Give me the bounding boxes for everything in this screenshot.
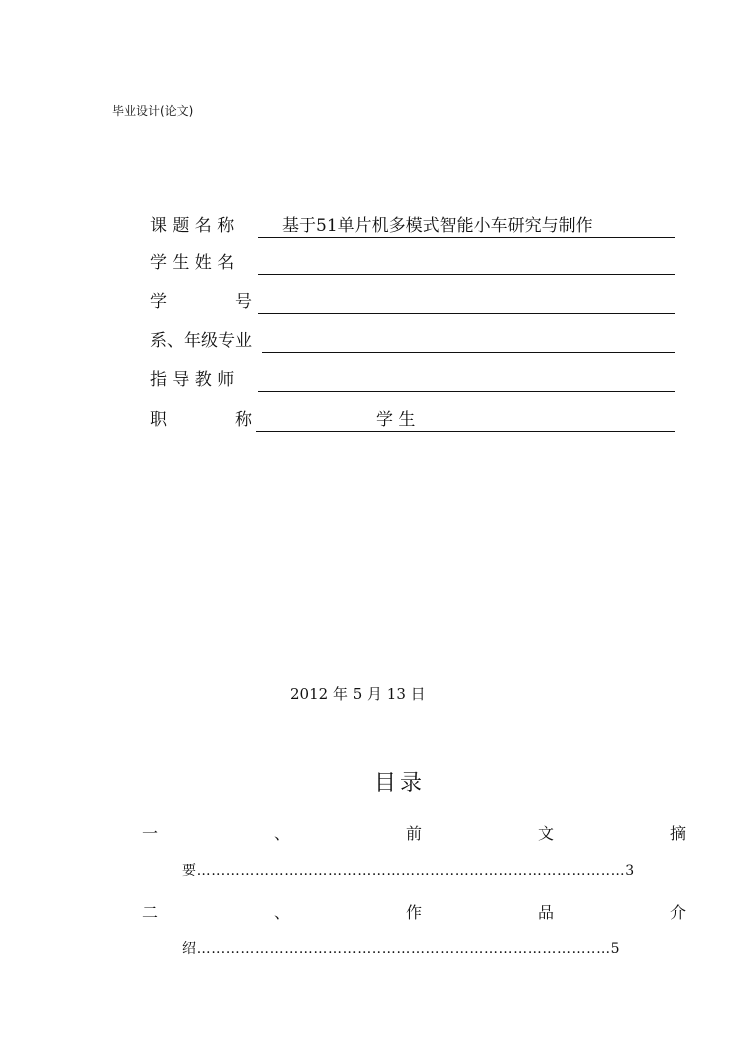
- cover-field-student-id: [150, 290, 675, 314]
- field-underline: [258, 289, 675, 314]
- field-label: 课 题 名 称: [150, 216, 235, 236]
- toc-char: 、: [273, 902, 290, 922]
- header-note: 毕业设计(论文): [112, 104, 194, 118]
- field-underline: [258, 250, 675, 275]
- field-label: 系、年级专业: [150, 331, 252, 351]
- toc-char: 一: [142, 823, 159, 843]
- toc-char: 介: [669, 902, 686, 922]
- toc-char: 文: [537, 823, 554, 843]
- toc-item-heading: [142, 899, 686, 923]
- field-label: 学 生 姓 名: [150, 253, 235, 273]
- toc-char: 品: [537, 902, 554, 922]
- toc-char: 前: [405, 823, 422, 843]
- toc-item-continuation: 绍………………………………‥……………………………………‥…5: [182, 941, 621, 957]
- cover-field-advisor: [150, 368, 675, 392]
- field-value: 基于51单片机多模式智能小车研究与制作: [282, 216, 593, 236]
- cover-field-topic: [150, 214, 675, 238]
- field-underline: [258, 367, 675, 392]
- cover-field-student-name: [150, 251, 675, 275]
- cover-field-title: [150, 408, 675, 432]
- field-underline: [262, 328, 675, 353]
- toc-char: 二: [142, 902, 159, 922]
- toc-title: 目录: [374, 771, 427, 796]
- field-value: 学 生: [376, 410, 416, 430]
- field-label: 学 号: [150, 292, 252, 312]
- field-underline: [256, 407, 675, 432]
- cover-date: 2012 年 5 月 13 日: [290, 685, 426, 703]
- toc-char: 、: [273, 823, 290, 843]
- toc-item-heading: [142, 820, 686, 844]
- field-label: 指 导 教 师: [150, 370, 235, 390]
- field-label: 职 称: [150, 410, 252, 430]
- toc-char: 摘: [669, 823, 686, 843]
- cover-field-department: [150, 329, 675, 353]
- toc-char: 作: [405, 902, 422, 922]
- toc-item-continuation: 要……………………………………………‥…………………………‥…3: [182, 863, 635, 879]
